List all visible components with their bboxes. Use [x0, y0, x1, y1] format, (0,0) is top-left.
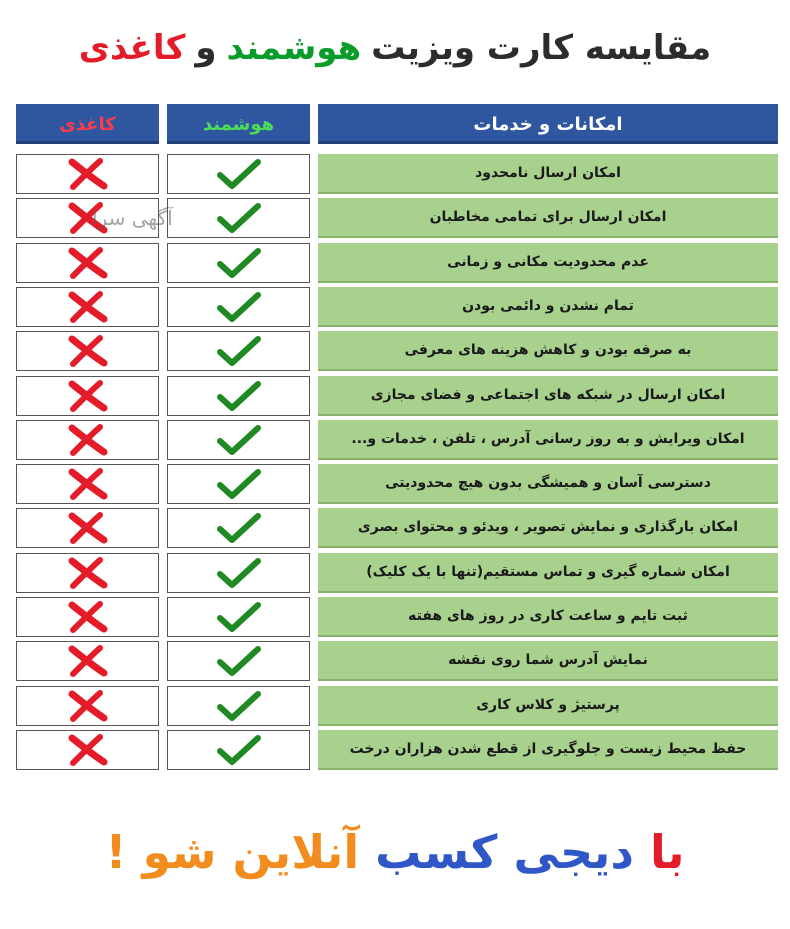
watermark: آگهی سرا: [92, 206, 173, 230]
title-part-comparison: مقایسه کارت ویزیت: [371, 28, 712, 68]
smart-cell: [167, 376, 310, 416]
smart-cell: [167, 243, 310, 283]
check-icon: [217, 248, 261, 278]
check-icon: [217, 203, 261, 233]
header-smart: هوشمند: [167, 104, 310, 144]
paper-cell: [16, 287, 159, 327]
feature-cell: امکان ارسال برای تمامی مخاطبان: [318, 198, 778, 238]
title-part-paper: کاغذی: [78, 28, 186, 68]
check-icon: [217, 691, 261, 721]
feature-cell: عدم محدودیت مکانی و زمانی: [318, 243, 778, 283]
check-icon: [217, 381, 261, 411]
paper-cell: [16, 376, 159, 416]
feature-cell: دسترسی آسان و همیشگی بدون هیچ محدودیتی: [318, 464, 778, 504]
feature-cell: پرستیژ و کلاس کاری: [318, 686, 778, 726]
smart-cell: [167, 686, 310, 726]
smart-cell: [167, 198, 310, 238]
feature-cell: ثبت تایم و ساعت کاری در روز های هفته: [318, 597, 778, 637]
feature-cell: امکان ارسال در شبکه های اجتماعی و فضای مجازی: [318, 376, 778, 416]
smart-cell: [167, 641, 310, 681]
check-icon: [217, 469, 261, 499]
check-icon: [217, 602, 261, 632]
check-icon: [217, 735, 261, 765]
smart-cell: [167, 420, 310, 460]
title-part-smart: هوشمند: [226, 28, 362, 68]
feature-cell: امکان ویرایش و به روز رسانی آدرس ، تلفن ، خدمات و...: [318, 420, 778, 460]
feature-cell: به صرفه بودن و کاهش هزینه های معرفی: [318, 331, 778, 371]
feature-cell: حفظ محیط زیست و جلوگیری از قطع شدن هزاران درخت: [318, 730, 778, 770]
smart-cell: [167, 597, 310, 637]
paper-cell: [16, 730, 159, 770]
paper-cell: [16, 331, 159, 371]
check-icon: [217, 336, 261, 366]
feature-cell: نمایش آدرس شما روی نقشه: [318, 641, 778, 681]
cross-icon: [66, 512, 110, 544]
footer-part-with: با: [650, 825, 685, 879]
cross-icon: [66, 424, 110, 456]
feature-cell: امکان بارگذاری و نمایش تصویر ، ویدئو و محتوای بصری: [318, 508, 778, 548]
check-icon: [217, 513, 261, 543]
cross-icon: [66, 645, 110, 677]
smart-cell: [167, 331, 310, 371]
paper-cell: [16, 508, 159, 548]
title-part-and: و: [195, 28, 217, 68]
paper-cell: [16, 641, 159, 681]
paper-cell: [16, 597, 159, 637]
smart-cell: [167, 464, 310, 504]
cross-icon: [66, 335, 110, 367]
cross-icon: [66, 601, 110, 633]
cross-icon: [66, 291, 110, 323]
smart-cell: [167, 553, 310, 593]
cross-icon: [66, 557, 110, 589]
cross-icon: [66, 468, 110, 500]
cross-icon: [66, 690, 110, 722]
check-icon: [217, 646, 261, 676]
footer-part-online: آنلاین شو !: [105, 825, 360, 879]
cross-icon: [66, 247, 110, 279]
header-features: امکانات و خدمات: [318, 104, 778, 144]
paper-cell: [16, 420, 159, 460]
check-icon: [217, 159, 261, 189]
feature-cell: امکان ارسال نامحدود: [318, 154, 778, 194]
check-icon: [217, 425, 261, 455]
footer-slogan: [0, 812, 790, 892]
cross-icon: [66, 158, 110, 190]
cross-icon: [66, 734, 110, 766]
check-icon: [217, 558, 261, 588]
paper-cell: [16, 154, 159, 194]
footer-part-brand: دیجی کسب: [375, 825, 635, 879]
header-paper: کاغذی: [16, 104, 159, 144]
smart-cell: [167, 287, 310, 327]
smart-cell: [167, 508, 310, 548]
check-icon: [217, 292, 261, 322]
smart-cell: [167, 730, 310, 770]
paper-cell: [16, 686, 159, 726]
smart-cell: [167, 154, 310, 194]
paper-cell: [16, 243, 159, 283]
feature-cell: تمام نشدن و دائمی بودن: [318, 287, 778, 327]
cross-icon: [66, 380, 110, 412]
paper-cell: [16, 464, 159, 504]
feature-cell: امکان شماره گیری و تماس مستقیم(تنها با یک کلیک): [318, 553, 778, 593]
paper-cell: [16, 553, 159, 593]
page-title: [0, 18, 790, 78]
